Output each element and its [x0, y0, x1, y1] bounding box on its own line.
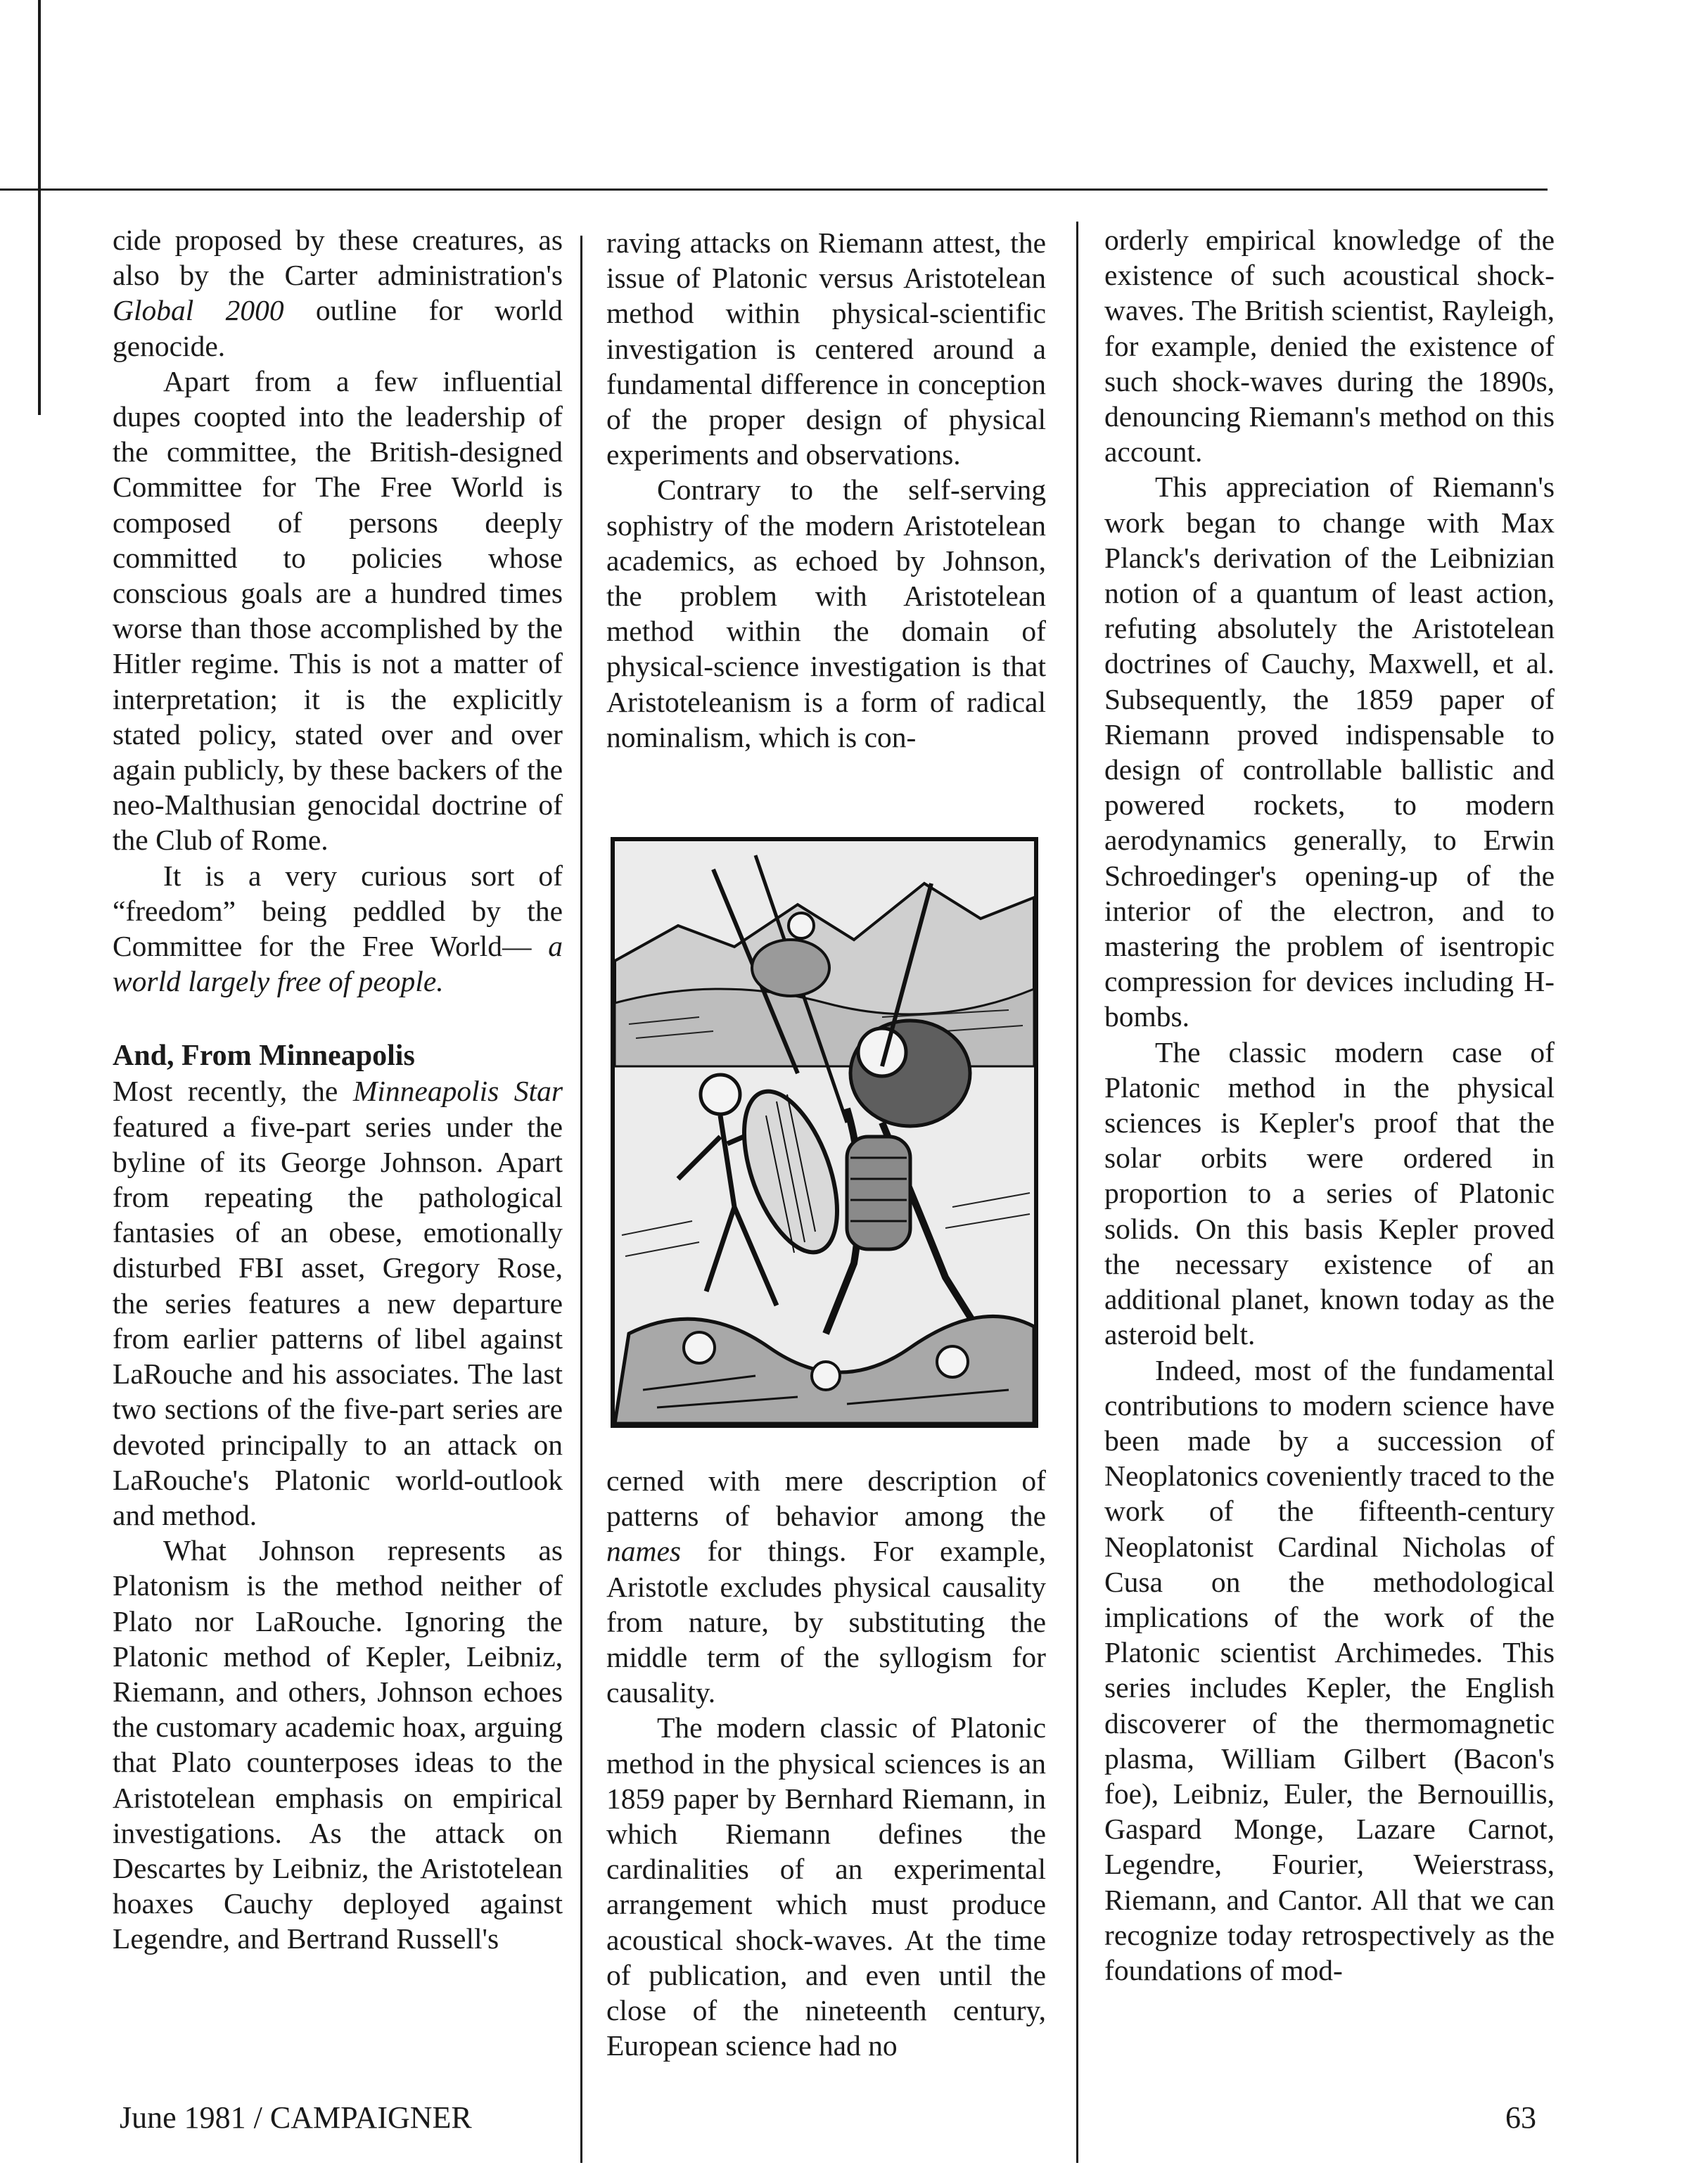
section-heading: And, From Minneapolis: [113, 1040, 415, 1073]
header-rule: [0, 189, 1548, 191]
paragraph: The modern classic of Platonic method in the physical sciences is an 1859 paper by Bernhard Riemann, in which Riemann defines the cardinalities of an experimental arrangement which must produce acoustical shock-waves. At the time of publication, and even until the close of the nineteenth century, European science had no: [606, 1711, 1046, 2062]
woodcut-icon: [615, 841, 1034, 1424]
column-2-top: [606, 225, 1046, 755]
paragraph: Indeed, most of the fundamental contributions to modern science have been made by a succession of Neoplatonics coveniently traced to the work of the fifteenth-century Neoplatonist Cardinal Nicholas of Cusa on the methodological implications of the work of the Platonic scientist Archimedes. This series includes Kepler, the English discoverer of the thermomagnetic plasma, William Gilbert (Bacon's foe), Leibniz, Euler, the Bernouillis, Gaspard Monge, Lazare Carnot, Legendre, Fourier, Weierstrass, Riemann, and Cantor. All that we can recognize today retrospectively as the foundations of mod-: [1104, 1353, 1555, 1986]
paragraph: It is a very curious sort of “freedom” being peddled by the Committee for the Free World— a world largely free of people.: [113, 859, 563, 998]
page-edge-line: [38, 0, 41, 415]
paragraph: Contrary to the self-serving sophistry of the modern Aristotelean academics, as echoed by Johnson, the problem with Aristotelean method within the domain of physical-science investigation is that Aristoteleanism is a form of radical nominalism, which is con-: [606, 473, 1046, 753]
paragraph: cerned with mere description of patterns of behavior among the names for things. For example, Aristotle excludes physical causality from nature, by substituting the middle term of the syllogism for causality.: [606, 1464, 1046, 1709]
woodcut-battle-illustration: [611, 837, 1038, 1428]
paragraph: Apart from a few influential dupes coopted into the leadership of the committee, the British-designed Committee for The Free World is composed of persons deeply committed to policies whose conscious goals are a hundred times worse than those accomplished by the Hitler regime. This is not a matter of interpretation; it is the explicitly stated policy, stated over and over again publicly, by these backers of the neo-Malthusian genocidal doctrine of the Club of Rome.: [113, 364, 563, 857]
paragraph: raving attacks on Riemann attest, the issue of Platonic versus Aristotelean method within physical-scientific investigation is centered around a fundamental difference in conception of the proper design of physical experiments and observations.: [606, 226, 1046, 471]
column-3: [1104, 222, 1555, 1988]
page-number: 63: [1505, 2100, 1536, 2135]
paragraph: orderly empirical knowledge of the existence of such acoustical shock-waves. The British scientist, Rayleigh, for example, denied the existence of such shock-waves during the 1890s, denouncing Riemann's method on this account.: [1104, 224, 1555, 468]
column-divider-1: [580, 236, 582, 2163]
paragraph: Most recently, the Minneapolis Star featured a five-part series under the byline of its George Johnson. Apart from repeating the pathological fantasies of an obese, emotionally disturbed FBI asset, Gregory Rose, the series features a new departure from earlier patterns of libel against LaRouche and his associates. The last two sections of the five-part series are devoted principally to an attack on LaRouche's Platonic world-outlook and method.: [113, 1075, 563, 1531]
paragraph: This appreciation of Riemann's work began to change with Max Planck's derivation of the Leibnizian notion of a quantum of least action, refuting absolutely the Aristotelean doctrines of Cauchy, Maxwell, et al. Subsequently, the 1859 paper of Riemann proved indispensable to design of controllable ballistic and powered rockets, to modern aerodynamics generally, to Erwin Schroedinger's opening-up of the interior of the electron, and to mastering the problem of isentropic compression for devices including H-bombs.: [1104, 471, 1555, 1033]
footer-issue: June 1981 / CAMPAIGNER: [120, 2100, 472, 2135]
paragraph: The classic modern case of Platonic method in the physical sciences is Kepler's proof that the solar orbits were ordered in proportion to a series of Platonic solids. On this basis Kepler proved the necessary existence of an additional planet, known today as the asteroid belt.: [1104, 1035, 1555, 1351]
paragraph: What Johnson represents as Platonism is the method neither of Plato nor LaRouche. Ignoring the Platonic method of Kepler, Leibniz, Riemann, and others, Johnson echoes the customary academic hoax, arguing that Plato counterposes ideas to the Aristotelean emphasis on empirical investigations. As the attack on Descartes by Leibniz, the Aristotelean hoaxes Cauchy deployed against Legendre, and Bertrand Russell's: [113, 1534, 563, 1955]
paragraph: cide proposed by these creatures, as also by the Carter administration's Global 2000 outline for world genocide.: [113, 224, 563, 362]
column-2-bottom: [606, 1463, 1046, 2063]
column-divider-2: [1076, 222, 1078, 2163]
column-1: [113, 222, 563, 1957]
